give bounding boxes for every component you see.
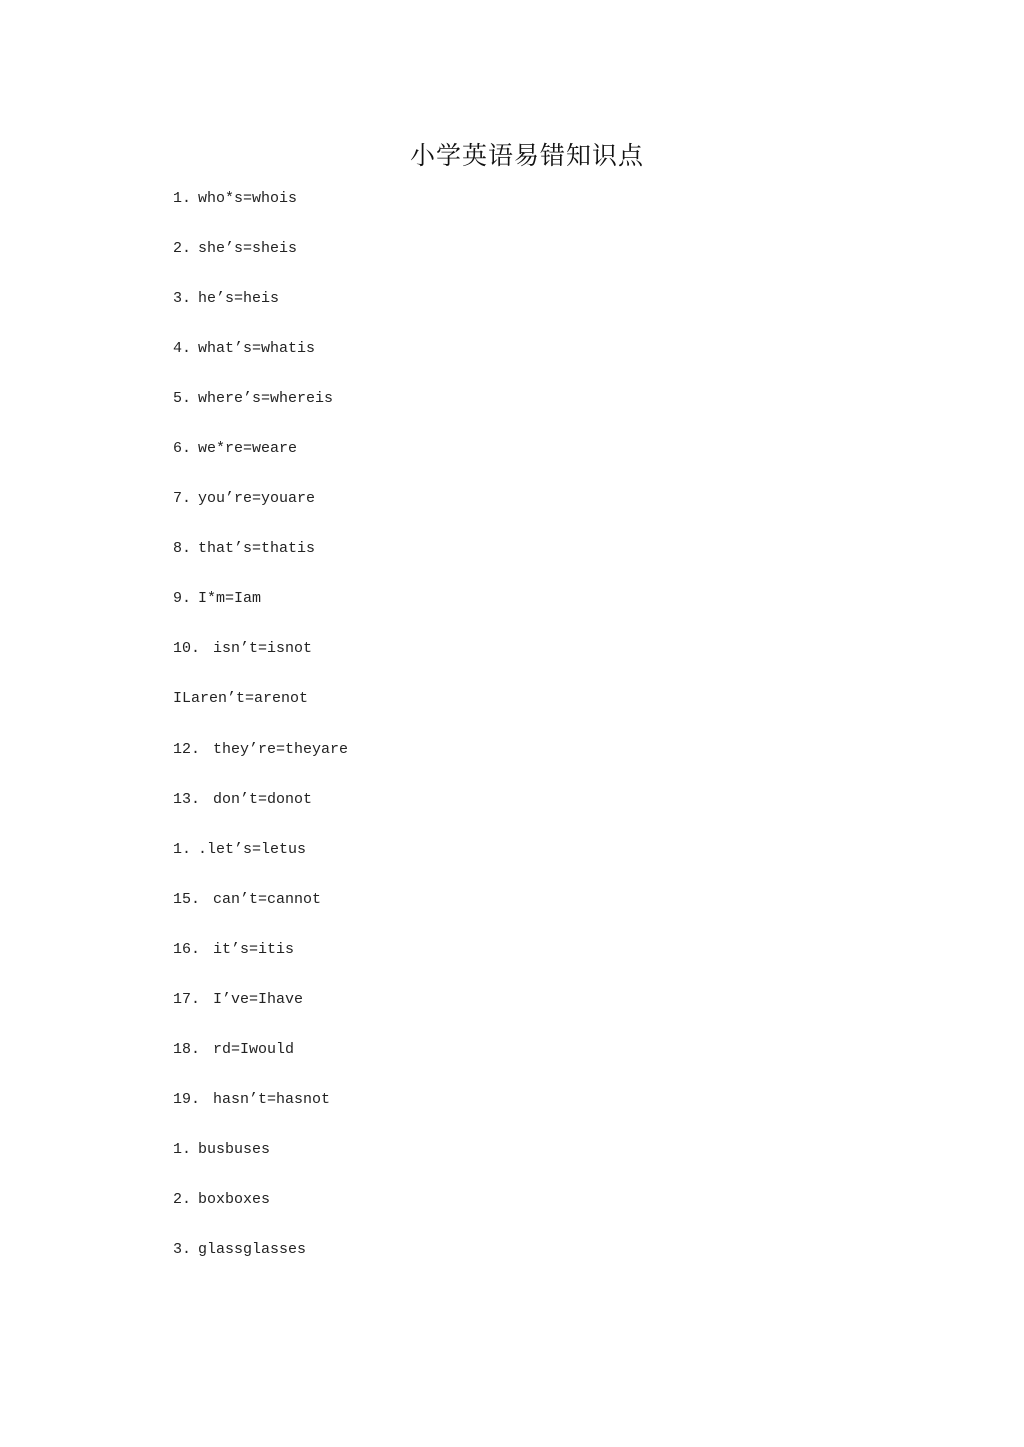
- list-item: [173, 187, 348, 237]
- item-number: 15.: [173, 890, 201, 908]
- list-item: [173, 938, 348, 988]
- list-item: [173, 1238, 348, 1288]
- item-number: 13.: [173, 790, 201, 808]
- item-number: 18.: [173, 1040, 201, 1058]
- item-number: 9.: [173, 590, 192, 608]
- list-item: [173, 287, 348, 337]
- list-item: [173, 1088, 348, 1138]
- list-item: [173, 637, 348, 687]
- item-text: .let’s=letus: [198, 840, 307, 858]
- item-text: can’t=cannot: [213, 890, 322, 908]
- item-number: 6.: [173, 440, 192, 458]
- item-text: we*re=weare: [198, 440, 298, 458]
- item-text: I’ve=Ihave: [213, 990, 304, 1008]
- list-item: [173, 888, 348, 938]
- list-item: [173, 838, 348, 888]
- item-text: you’re=youare: [198, 490, 316, 508]
- item-number: 16.: [173, 940, 201, 958]
- item-text: he’s=heis: [198, 290, 280, 308]
- item-number: 10.: [173, 640, 201, 658]
- list-item: [173, 988, 348, 1038]
- item-number: 3.: [173, 1240, 192, 1258]
- list-item: [173, 738, 348, 788]
- item-number: 4.: [173, 340, 192, 358]
- list-item: [173, 337, 348, 387]
- list-item: [173, 1138, 348, 1188]
- list-item: [173, 437, 348, 487]
- item-number: 19.: [173, 1090, 201, 1108]
- page-title: 小学英语易错知识点: [409, 141, 644, 170]
- list-item: [173, 687, 348, 737]
- item-number: 2.: [173, 240, 192, 258]
- item-text: boxboxes: [198, 1190, 271, 1208]
- list-item: [173, 1038, 348, 1088]
- list-item: [173, 487, 348, 537]
- item-number: 7.: [173, 490, 192, 508]
- list-item: [173, 537, 348, 587]
- list-item: [173, 237, 348, 287]
- item-number: 12.: [173, 740, 201, 758]
- item-number: 5.: [173, 390, 192, 408]
- item-number: 8.: [173, 540, 192, 558]
- item-text: who*s=whois: [198, 190, 298, 207]
- list-item: [173, 788, 348, 838]
- list-item: [173, 387, 348, 437]
- item-number: 1.: [173, 1140, 192, 1158]
- item-number: 1.: [173, 840, 192, 858]
- item-text: that’s=thatis: [198, 540, 316, 558]
- item-number: 1.: [173, 190, 192, 207]
- contraction-list: [173, 187, 348, 1288]
- item-number: 3.: [173, 290, 192, 308]
- item-text: what’s=whatis: [198, 340, 316, 358]
- item-text: don’t=donot: [213, 790, 313, 808]
- item-text: glassglasses: [198, 1240, 307, 1258]
- item-number: 17.: [173, 990, 201, 1008]
- item-text: busbuses: [198, 1140, 271, 1158]
- item-text: rd=Iwould: [213, 1040, 295, 1058]
- item-text: hasn’t=hasnot: [213, 1090, 331, 1108]
- list-item: [173, 587, 348, 637]
- item-text: ILaren’t=arenot: [173, 690, 309, 708]
- item-text: it’s=itis: [213, 940, 295, 958]
- list-item: [173, 1188, 348, 1238]
- item-text: I*m=Iam: [198, 590, 262, 608]
- item-text: she’s=sheis: [198, 240, 298, 258]
- item-text: they’re=theyare: [213, 740, 349, 758]
- item-number: 2.: [173, 1190, 192, 1208]
- item-text: isn’t=isnot: [213, 640, 313, 658]
- item-text: where’s=whereis: [198, 390, 334, 408]
